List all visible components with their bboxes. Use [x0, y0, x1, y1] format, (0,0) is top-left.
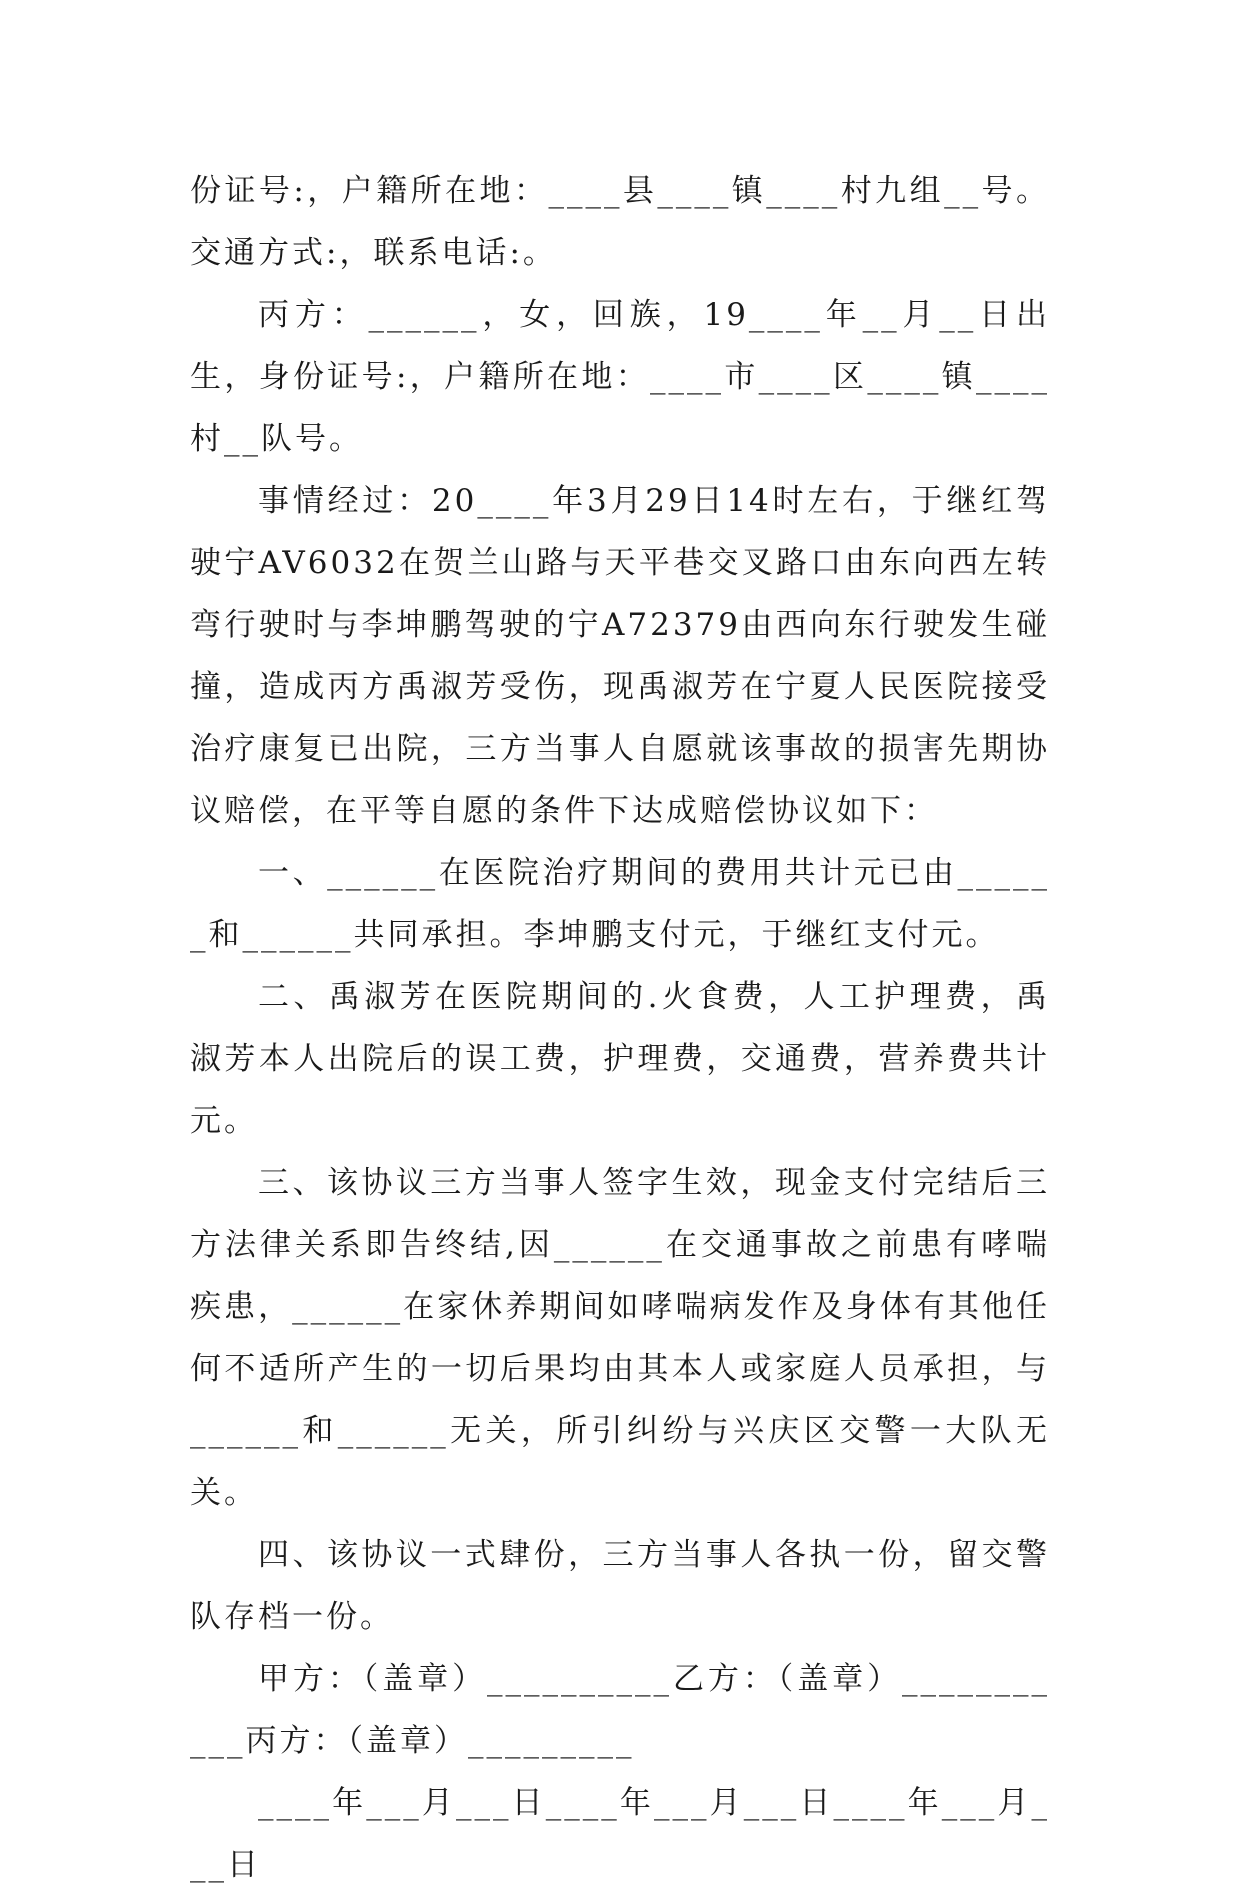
paragraph-party-b-id-continued: 份证号:，户籍所在地：____县____镇____村九组__号。交通方式:，联系电话:。: [190, 173, 1050, 271]
paragraph-incident-details: 事情经过：20____年3月29日14时左右，于继红驾驶宁AV6032在贺兰山路与天平巷交叉路口由东向西左转弯行驶时与李坤鹏驾驶的宁A72379由西向东行驶发生碰撞，造成丙方禹淑芳受伤，现禹淑芳在宁夏人民医院接受治疗康复已出院，三方当事人自愿就该事故的损害先期协议赔偿，在平等自愿的条件下达成赔偿协议如下：: [190, 483, 1050, 829]
agreement-body: [190, 160, 1050, 1896]
paragraph-clause-two: 二、禹淑芳在医院期间的.火食费，人工护理费，禹淑芳本人出院后的误工费，护理费，交通费，营养费共计元。: [190, 979, 1050, 1139]
paragraph-signatures: 甲方：（盖章）__________乙方：（盖章）___________丙方：（盖章）_________: [190, 1661, 1050, 1759]
paragraph-clause-four: 四、该协议一式肆份，三方当事人各执一份，留交警队存档一份。: [190, 1537, 1050, 1635]
paragraph-dates: ____年___月___日____年___月___日____年___月___日: [190, 1785, 1050, 1883]
paragraph-clause-three: 三、该协议三方当事人签字生效，现金支付完结后三方法律关系即告终结,因______在交通事故之前患有哮喘疾患，______在家休养期间如哮喘病发作及身体有其他任何不适所产生的一切后果均由其本人或家庭人员承担，与______和______无关，所引纠纷与兴庆区交警一大队无关。: [190, 1165, 1050, 1511]
paragraph-clause-one: 一、______在医院治疗期间的费用共计元已由______和______共同承担。李坤鹏支付元，于继红支付元。: [190, 855, 1050, 953]
paragraph-party-c: 丙方：______，女，回族，19____年__月__日出生，身份证号:，户籍所在地：____市____区____镇____村__队号。: [190, 297, 1050, 457]
